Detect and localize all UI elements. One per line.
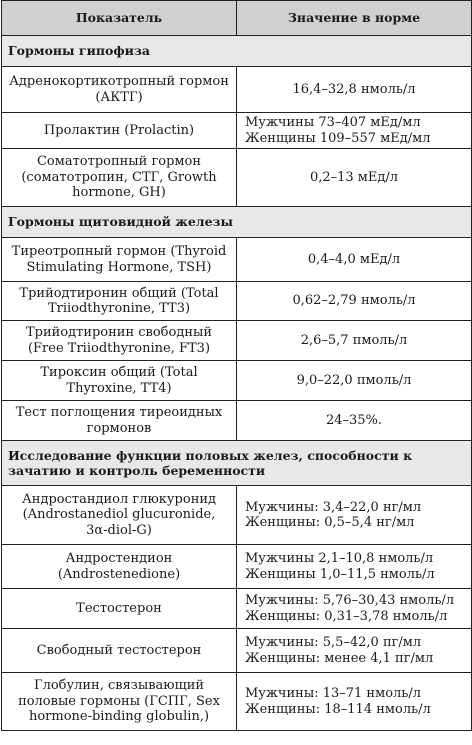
- indicator-line: 3α-diol-G): [86, 522, 152, 538]
- indicator-line: (соматотропин, СТГ, Growth: [21, 169, 217, 185]
- indicator-line: Пролактин (Prolactin): [43, 122, 195, 138]
- indicator-cell: [2, 545, 237, 589]
- indicator-line: hormone, GH): [72, 185, 166, 201]
- indicator-line: Глобулин, связывающий: [33, 678, 205, 694]
- table-row: [2, 113, 472, 149]
- value-line: Мужчины: 5,5–42,0 пг/мл: [245, 635, 422, 650]
- indicator-line: Тест поглощения тиреоидных: [15, 405, 223, 420]
- indicator-cell: [2, 321, 237, 361]
- value-line: Женщины 109–557 мЕд/мл: [245, 130, 431, 146]
- header-indicator: Показатель: [2, 1, 237, 36]
- value-cell: [237, 673, 472, 731]
- header-row: [2, 1, 472, 36]
- indicator-line: Тестостерон: [76, 600, 162, 616]
- value-cell: [237, 361, 472, 401]
- value-line: 9,0–22,0 пмоль/л: [296, 372, 412, 388]
- indicator-cell: [2, 67, 237, 113]
- indicator-line: (АКТГ): [95, 89, 143, 105]
- indicator-cell: [2, 238, 237, 282]
- indicator-line: гормонов: [86, 420, 152, 436]
- indicator-line: Трийодтиронин свободный: [25, 325, 213, 340]
- table-row: [2, 149, 472, 207]
- indicator-line: hormone-binding globulin,): [28, 709, 210, 725]
- section-row: [2, 207, 472, 238]
- value-line: Женщины: 0,5–5,4 нг/мл: [245, 515, 415, 530]
- value-line: Мужчины: 3,4–22,0 нг/мл: [245, 499, 422, 515]
- indicator-line: половые гормоны (ГСПГ, Sex: [18, 693, 220, 709]
- value-line: 16,4–32,8 нмоль/л: [292, 81, 416, 97]
- value-cell: [237, 545, 472, 589]
- indicator-cell: [2, 149, 237, 207]
- table-row: [2, 67, 472, 113]
- indicator-cell: [2, 282, 237, 321]
- value-line: Женщины: менее 4,1 пг/мл: [245, 650, 434, 666]
- value-cell: [237, 113, 472, 149]
- value-line: Мужчины: 13–71 нмоль/л: [245, 686, 421, 701]
- table-row: [2, 589, 472, 629]
- section-title: Гормоны щитовидной железы: [2, 207, 472, 238]
- indicator-line: (Androstanediol glucuronide,: [22, 507, 216, 523]
- value-line: 0,2–13 мЕд/л: [309, 169, 399, 185]
- value-line: 2,6–5,7 пмоль/л: [300, 332, 408, 348]
- value-line: Женщины: 0,31–3,78 нмоль/л: [245, 608, 448, 624]
- indicator-line: Трийодтиронин общий (Total: [19, 285, 219, 301]
- table-row: [2, 673, 472, 731]
- header-value: Значение в норме: [237, 1, 472, 36]
- value-line: 0,62–2,79 нмоль/л: [292, 293, 416, 309]
- indicator-line: Андростендион: [65, 551, 173, 566]
- indicator-line: Triiodthyronine, TT3): [47, 301, 191, 316]
- value-cell: [237, 149, 472, 207]
- indicator-cell: [2, 673, 237, 731]
- indicator-cell: [2, 629, 237, 673]
- section-row: [2, 36, 472, 67]
- indicator-line: Андростандиол глюкуронид: [21, 491, 217, 507]
- indicator-line: Stimulating Hormone, TSH): [26, 259, 212, 275]
- table-row: [2, 238, 472, 282]
- value-line: Женщины 1,0–11,5 нмоль/л: [245, 566, 435, 582]
- value-cell: [237, 282, 472, 321]
- table-row: [2, 629, 472, 673]
- value-line: Мужчины 73–407 мЕд/мл: [245, 115, 421, 130]
- indicator-cell: [2, 113, 237, 149]
- indicator-cell: [2, 486, 237, 545]
- table-row: [2, 401, 472, 441]
- indicator-line: Тироксин общий (Total: [40, 365, 198, 380]
- indicator-cell: [2, 589, 237, 629]
- indicator-line: Соматотропный гормон: [36, 154, 202, 170]
- indicator-line: Thyroxine, TT4): [66, 380, 172, 396]
- table-row: [2, 282, 472, 321]
- indicator-line: (Androstenedione): [57, 566, 181, 582]
- indicator-line: Свободный тестостерон: [36, 642, 202, 658]
- value-cell: [237, 67, 472, 113]
- value-line: 24–35%.: [325, 412, 383, 428]
- table-row: [2, 545, 472, 589]
- section-title: Исследование функции половых желез, способности к зачатию и контроль беременности: [2, 441, 472, 486]
- section-title: Гормоны гипофиза: [2, 36, 472, 67]
- table-row: [2, 321, 472, 361]
- indicator-line: (Free Triiodthyronine, FT3): [27, 340, 211, 356]
- value-cell: [237, 238, 472, 282]
- table-row: [2, 361, 472, 401]
- value-cell: [237, 401, 472, 441]
- table-row: [2, 486, 472, 545]
- value-line: 0,4–4,0 мЕд/л: [307, 251, 401, 267]
- value-line: Мужчины: 5,76–30,43 нмоль/л: [245, 593, 455, 608]
- indicator-line: Адренокортикотропный гормон: [9, 74, 229, 89]
- value-cell: [237, 486, 472, 545]
- indicator-cell: [2, 361, 237, 401]
- value-cell: [237, 629, 472, 673]
- value-cell: [237, 321, 472, 361]
- indicator-line: Тиреотропный гормон (Thyroid: [11, 244, 227, 259]
- value-line: Мужчины 2,1–10,8 нмоль/л: [245, 551, 434, 566]
- value-cell: [237, 589, 472, 629]
- hormone-norms-table: [1, 0, 472, 731]
- indicator-cell: [2, 401, 237, 441]
- section-row: [2, 441, 472, 486]
- value-line: Женщины: 18–114 нмоль/л: [245, 701, 431, 717]
